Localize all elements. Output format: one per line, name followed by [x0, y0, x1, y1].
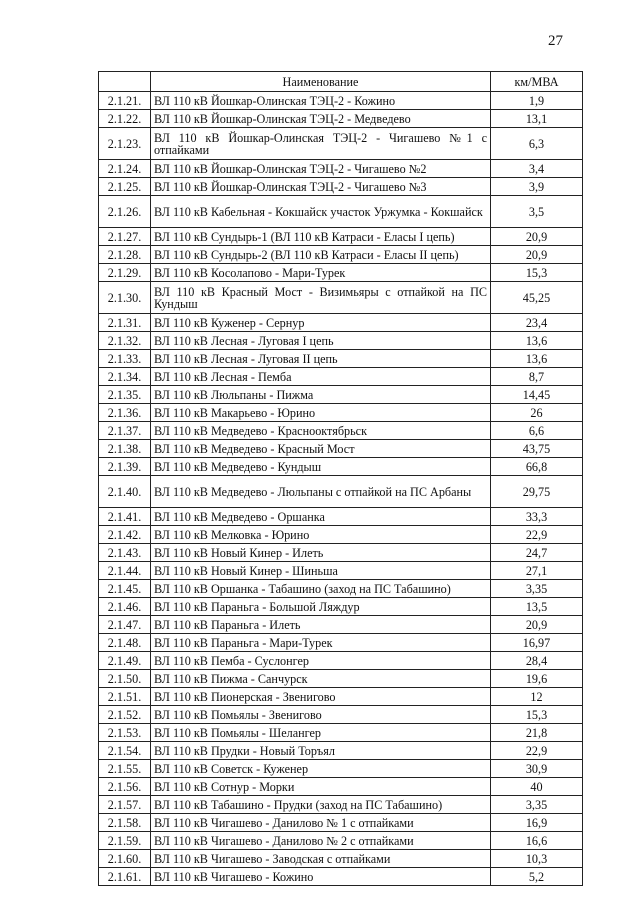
row-value-cell: 13,1 [491, 110, 583, 128]
power-lines-table-container [98, 71, 583, 886]
row-number-cell: 2.1.33. [99, 350, 151, 368]
row-value-cell: 19,6 [491, 670, 583, 688]
row-name-cell: ВЛ 110 кВ Йошкар-Олинская ТЭЦ-2 - Медведево [151, 110, 491, 128]
row-number-cell: 2.1.61. [99, 868, 151, 886]
row-number-cell: 2.1.32. [99, 332, 151, 350]
row-number-cell: 2.1.31. [99, 314, 151, 332]
row-name-cell: ВЛ 110 кВ Параньга - Большой Ляждур [151, 598, 491, 616]
row-value-cell: 13,5 [491, 598, 583, 616]
table-row [99, 562, 583, 580]
row-number-cell: 2.1.40. [99, 476, 151, 508]
row-name-cell: ВЛ 110 кВ Йошкар-Олинская ТЭЦ-2 - Чигашево №3 [151, 178, 491, 196]
row-number-cell: 2.1.29. [99, 264, 151, 282]
row-number-cell: 2.1.51. [99, 688, 151, 706]
row-number-cell: 2.1.23. [99, 128, 151, 160]
row-number-cell: 2.1.43. [99, 544, 151, 562]
header-number [99, 72, 151, 92]
row-value-cell: 14,45 [491, 386, 583, 404]
row-name-cell: ВЛ 110 кВ Лесная - Пемба [151, 368, 491, 386]
table-row [99, 508, 583, 526]
row-number-cell: 2.1.50. [99, 670, 151, 688]
table-row [99, 724, 583, 742]
row-value-cell: 3,9 [491, 178, 583, 196]
table-row [99, 868, 583, 886]
row-value-cell: 33,3 [491, 508, 583, 526]
row-number-cell: 2.1.56. [99, 778, 151, 796]
table-row [99, 228, 583, 246]
table-row [99, 742, 583, 760]
header-value: км/МВА [491, 72, 583, 92]
row-name-cell: ВЛ 110 кВ Люльпаны - Пижма [151, 386, 491, 404]
row-name-cell: ВЛ 110 кВ Йошкар-Олинская ТЭЦ-2 - Кожино [151, 92, 491, 110]
row-number-cell: 2.1.59. [99, 832, 151, 850]
row-value-cell: 10,3 [491, 850, 583, 868]
row-value-cell: 5,2 [491, 868, 583, 886]
row-number-cell: 2.1.35. [99, 386, 151, 404]
row-name-cell: ВЛ 110 кВ Лесная - Луговая II цепь [151, 350, 491, 368]
row-name-cell: ВЛ 110 кВ Красный Мост - Визимьяры с отпайкой на ПС Кундыш [151, 282, 491, 314]
row-number-cell: 2.1.46. [99, 598, 151, 616]
table-row [99, 706, 583, 724]
row-value-cell: 15,3 [491, 706, 583, 724]
row-number-cell: 2.1.41. [99, 508, 151, 526]
row-value-cell: 24,7 [491, 544, 583, 562]
table-row [99, 350, 583, 368]
table-row [99, 404, 583, 422]
table-row [99, 368, 583, 386]
row-value-cell: 6,3 [491, 128, 583, 160]
row-name-cell: ВЛ 110 кВ Кабельная - Кокшайск участок Уржумка - Кокшайск [151, 196, 491, 228]
row-number-cell: 2.1.30. [99, 282, 151, 314]
row-name-cell: ВЛ 110 кВ Помьялы - Шелангер [151, 724, 491, 742]
row-value-cell: 20,9 [491, 246, 583, 264]
row-number-cell: 2.1.54. [99, 742, 151, 760]
row-name-cell: ВЛ 110 кВ Табашино - Прудки (заход на ПС Табашино) [151, 796, 491, 814]
row-value-cell: 22,9 [491, 526, 583, 544]
row-name-cell: ВЛ 110 кВ Куженер - Сернур [151, 314, 491, 332]
row-value-cell: 45,25 [491, 282, 583, 314]
table-row [99, 178, 583, 196]
table-header-row [99, 72, 583, 92]
table-row [99, 160, 583, 178]
row-number-cell: 2.1.22. [99, 110, 151, 128]
row-name-cell: ВЛ 110 кВ Мелковка - Юрино [151, 526, 491, 544]
row-number-cell: 2.1.26. [99, 196, 151, 228]
row-value-cell: 20,9 [491, 228, 583, 246]
row-name-cell: ВЛ 110 кВ Сундырь-1 (ВЛ 110 кВ Катраси - Еласы I цепь) [151, 228, 491, 246]
row-value-cell: 16,97 [491, 634, 583, 652]
table-row [99, 832, 583, 850]
row-number-cell: 2.1.28. [99, 246, 151, 264]
table-row [99, 92, 583, 110]
row-value-cell: 27,1 [491, 562, 583, 580]
row-value-cell: 13,6 [491, 350, 583, 368]
row-value-cell: 23,4 [491, 314, 583, 332]
row-name-cell: ВЛ 110 кВ Помьялы - Звенигово [151, 706, 491, 724]
row-name-cell: ВЛ 110 кВ Чигашево - Кожино [151, 868, 491, 886]
table-row [99, 422, 583, 440]
table-row [99, 526, 583, 544]
table-row [99, 332, 583, 350]
row-name-cell: ВЛ 110 кВ Медведево - Кундыш [151, 458, 491, 476]
row-value-cell: 21,8 [491, 724, 583, 742]
table-row [99, 850, 583, 868]
row-name-cell: ВЛ 110 кВ Пижма - Санчурск [151, 670, 491, 688]
row-number-cell: 2.1.21. [99, 92, 151, 110]
row-number-cell: 2.1.49. [99, 652, 151, 670]
row-value-cell: 16,9 [491, 814, 583, 832]
row-number-cell: 2.1.37. [99, 422, 151, 440]
row-name-cell: ВЛ 110 кВ Параньга - Илеть [151, 616, 491, 634]
row-value-cell: 3,4 [491, 160, 583, 178]
table-row [99, 616, 583, 634]
row-number-cell: 2.1.52. [99, 706, 151, 724]
row-name-cell: ВЛ 110 кВ Медведево - Красный Мост [151, 440, 491, 458]
row-value-cell: 28,4 [491, 652, 583, 670]
row-number-cell: 2.1.39. [99, 458, 151, 476]
row-name-cell: ВЛ 110 кВ Косолапово - Мари-Турек [151, 264, 491, 282]
row-name-cell: ВЛ 110 кВ Сотнур - Морки [151, 778, 491, 796]
row-number-cell: 2.1.60. [99, 850, 151, 868]
row-value-cell: 3,35 [491, 580, 583, 598]
row-number-cell: 2.1.25. [99, 178, 151, 196]
table-row [99, 476, 583, 508]
row-value-cell: 6,6 [491, 422, 583, 440]
power-lines-table [98, 71, 583, 886]
row-name-cell: ВЛ 110 кВ Медведево - Оршанка [151, 508, 491, 526]
table-row [99, 760, 583, 778]
row-name-cell: ВЛ 110 кВ Сундырь-2 (ВЛ 110 кВ Катраси - Еласы II цепь) [151, 246, 491, 264]
table-row [99, 110, 583, 128]
row-number-cell: 2.1.44. [99, 562, 151, 580]
row-name-cell: ВЛ 110 кВ Пионерская - Звенигово [151, 688, 491, 706]
table-row [99, 598, 583, 616]
row-name-cell: ВЛ 110 кВ Новый Кинер - Шиньша [151, 562, 491, 580]
row-value-cell: 3,35 [491, 796, 583, 814]
table-row [99, 128, 583, 160]
row-number-cell: 2.1.53. [99, 724, 151, 742]
table-row [99, 544, 583, 562]
row-value-cell: 13,6 [491, 332, 583, 350]
row-number-cell: 2.1.34. [99, 368, 151, 386]
row-number-cell: 2.1.55. [99, 760, 151, 778]
row-value-cell: 20,9 [491, 616, 583, 634]
row-value-cell: 16,6 [491, 832, 583, 850]
row-value-cell: 3,5 [491, 196, 583, 228]
row-value-cell: 40 [491, 778, 583, 796]
row-value-cell: 43,75 [491, 440, 583, 458]
row-number-cell: 2.1.24. [99, 160, 151, 178]
row-name-cell: ВЛ 110 кВ Прудки - Новый Торъял [151, 742, 491, 760]
table-row [99, 196, 583, 228]
table-row [99, 580, 583, 598]
table-row [99, 688, 583, 706]
row-name-cell: ВЛ 110 кВ Лесная - Луговая I цепь [151, 332, 491, 350]
row-name-cell: ВЛ 110 кВ Оршанка - Табашино (заход на ПС Табашино) [151, 580, 491, 598]
row-value-cell: 30,9 [491, 760, 583, 778]
row-value-cell: 8,7 [491, 368, 583, 386]
row-name-cell: ВЛ 110 кВ Новый Кинер - Илеть [151, 544, 491, 562]
table-row [99, 440, 583, 458]
row-value-cell: 66,8 [491, 458, 583, 476]
row-number-cell: 2.1.42. [99, 526, 151, 544]
row-name-cell: ВЛ 110 кВ Чигашево - Заводская с отпайками [151, 850, 491, 868]
row-value-cell: 15,3 [491, 264, 583, 282]
header-name: Наименование [151, 72, 491, 92]
table-row [99, 778, 583, 796]
row-number-cell: 2.1.58. [99, 814, 151, 832]
row-name-cell: ВЛ 110 кВ Йошкар-Олинская ТЭЦ-2 - Чигашево №1 с отпайками [151, 128, 491, 160]
table-row [99, 458, 583, 476]
table-row [99, 670, 583, 688]
row-number-cell: 2.1.36. [99, 404, 151, 422]
row-number-cell: 2.1.38. [99, 440, 151, 458]
row-value-cell: 12 [491, 688, 583, 706]
table-row [99, 246, 583, 264]
row-number-cell: 2.1.27. [99, 228, 151, 246]
row-value-cell: 29,75 [491, 476, 583, 508]
table-row [99, 652, 583, 670]
table-row [99, 796, 583, 814]
row-value-cell: 26 [491, 404, 583, 422]
table-row [99, 814, 583, 832]
table-body [99, 92, 583, 886]
row-name-cell: ВЛ 110 кВ Параньга - Мари-Турек [151, 634, 491, 652]
row-value-cell: 1,9 [491, 92, 583, 110]
row-value-cell: 22,9 [491, 742, 583, 760]
row-name-cell: ВЛ 110 кВ Макарьево - Юрино [151, 404, 491, 422]
row-number-cell: 2.1.48. [99, 634, 151, 652]
page-number: 27 [548, 33, 563, 49]
table-row [99, 264, 583, 282]
table-row [99, 282, 583, 314]
row-name-cell: ВЛ 110 кВ Медведево - Краснооктябрьск [151, 422, 491, 440]
table-row [99, 314, 583, 332]
row-number-cell: 2.1.45. [99, 580, 151, 598]
row-name-cell: ВЛ 110 кВ Советск - Куженер [151, 760, 491, 778]
row-name-cell: ВЛ 110 кВ Йошкар-Олинская ТЭЦ-2 - Чигашево №2 [151, 160, 491, 178]
row-number-cell: 2.1.47. [99, 616, 151, 634]
row-number-cell: 2.1.57. [99, 796, 151, 814]
row-name-cell: ВЛ 110 кВ Чигашево - Данилово № 2 с отпайками [151, 832, 491, 850]
table-row [99, 634, 583, 652]
row-name-cell: ВЛ 110 кВ Пемба - Суслонгер [151, 652, 491, 670]
table-row [99, 386, 583, 404]
row-name-cell: ВЛ 110 кВ Чигашево - Данилово № 1 с отпайками [151, 814, 491, 832]
row-name-cell: ВЛ 110 кВ Медведево - Люльпаны с отпайкой на ПС Арбаны [151, 476, 491, 508]
